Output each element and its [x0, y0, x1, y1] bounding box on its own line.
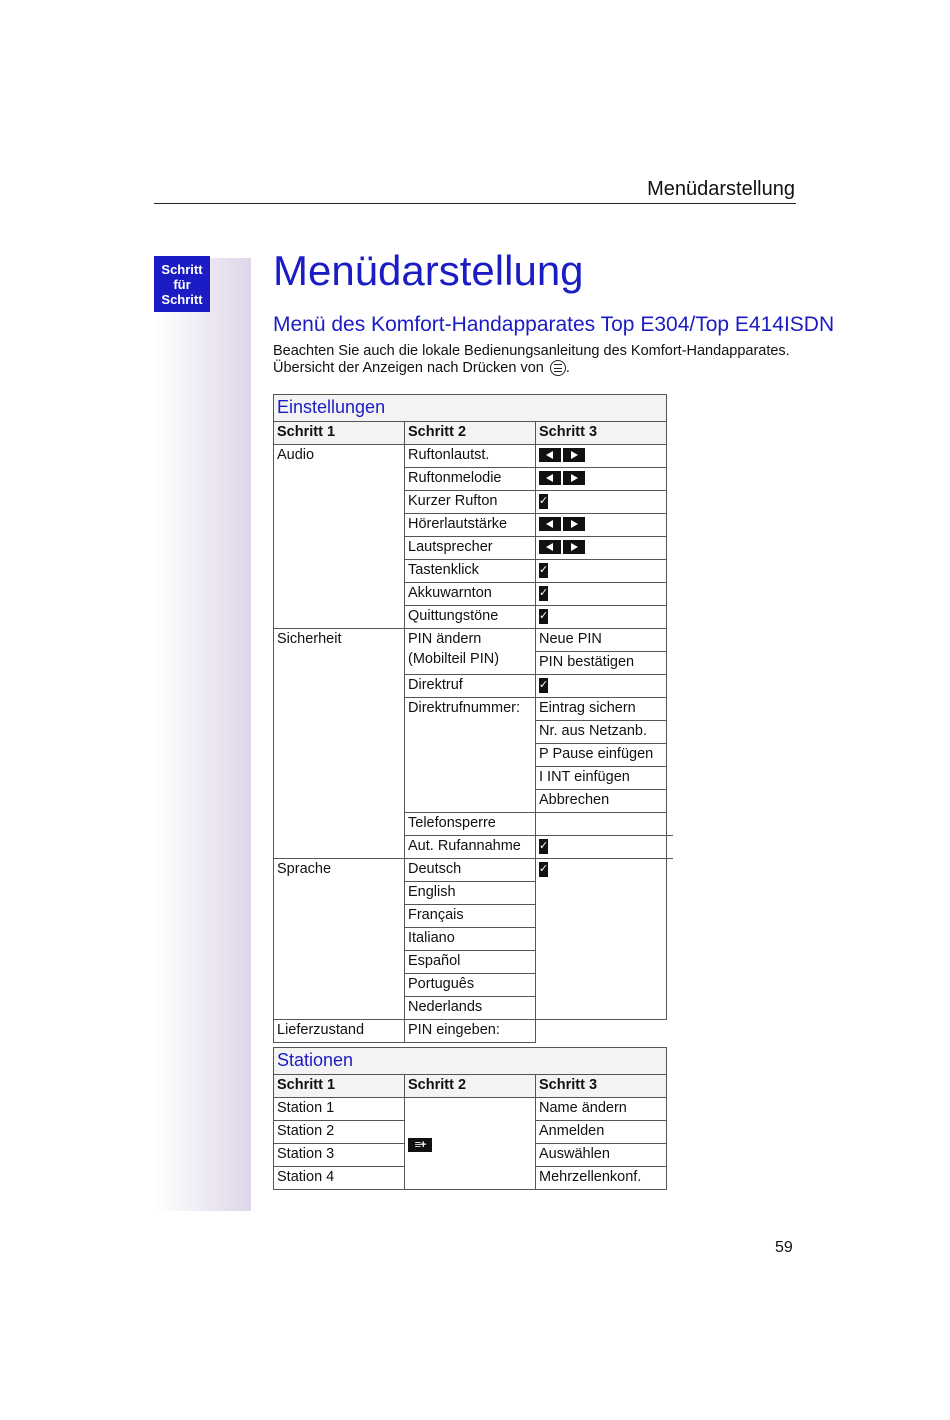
- table-cell-kurzer-rufton: Kurzer Rufton: [405, 491, 536, 514]
- badge-line-3: Schritt: [161, 291, 203, 307]
- column-header-schritt-1: Schritt 1: [274, 422, 405, 445]
- table-cell-arrows: [536, 468, 667, 491]
- table-cell-check: [536, 675, 667, 698]
- table-cell-i-int-einfuegen: I INT einfügen: [536, 767, 667, 790]
- table-cell-nr-aus-netzanb: Nr. aus Netzanb.: [536, 721, 667, 744]
- einstellungen-table: [273, 394, 673, 1043]
- intro-line-2-text: Übersicht der Anzeigen nach Drücken von: [273, 360, 544, 376]
- table-cell-neue-pin: Neue PIN: [536, 629, 667, 652]
- table-cell-name-aendern: Name ändern: [536, 1098, 667, 1121]
- table-section-einstellungen: Einstellungen: [274, 395, 667, 422]
- table-cell-quittungstoene: Quittungstöne: [405, 606, 536, 629]
- table-cell-anmelden: Anmelden: [536, 1121, 667, 1144]
- table-cell-francais: Français: [405, 905, 536, 928]
- table-cell-check: [536, 491, 667, 514]
- column-header-schritt-3: Schritt 3: [536, 422, 667, 445]
- table-cell-eintrag-sichern: Eintrag sichern: [536, 698, 667, 721]
- table-cell-hoererlautstaerke: Hörerlautstärke: [405, 514, 536, 537]
- table-cell-pin-bestaetigen: PIN bestätigen: [536, 652, 667, 675]
- pin-aendern-line-1: PIN ändern: [408, 631, 482, 647]
- table-cell-station-2: Station 2: [274, 1121, 405, 1144]
- stationen-table: [273, 1047, 667, 1190]
- table-cell-lautsprecher: Lautsprecher: [405, 537, 536, 560]
- table-cell-portugues: Português: [405, 974, 536, 997]
- intro-line-2: [273, 360, 790, 377]
- left-right-arrow-keys-icon: [539, 517, 585, 531]
- table-cell-tastenklick: Tastenklick: [405, 560, 536, 583]
- table-cell-ruftonlautst: Ruftonlautst.: [405, 445, 536, 468]
- checkmark-icon: ✓: [539, 586, 549, 599]
- table-cell-sicherheit: Sicherheit: [274, 629, 405, 859]
- left-right-arrow-keys-icon: [539, 471, 585, 485]
- table-cell-empty: [536, 813, 667, 836]
- table-cell-audio: Audio: [274, 445, 405, 629]
- intro-text: [273, 343, 790, 377]
- menu-key-icon: [550, 360, 566, 376]
- section-subtitle: Menü des Komfort-Handapparates Top E304/Top E414ISDN: [273, 313, 835, 336]
- badge-line-1: Schritt: [161, 261, 203, 277]
- intro-line-2-end: .: [565, 360, 570, 376]
- checkmark-icon: ✓: [539, 609, 549, 622]
- table-cell-direktrufnummer: Direktrufnummer:: [405, 698, 536, 813]
- checkmark-icon: ✓: [539, 678, 549, 691]
- table-cell-station-4: Station 4: [274, 1167, 405, 1190]
- table-cell-telefonsperre: Telefonsperre: [405, 813, 536, 836]
- table-cell-abbrechen: Abbrechen: [536, 790, 667, 813]
- intro-line-1: Beachten Sie auch die lokale Bedienungsanleitung des Komfort-Handapparates.: [273, 343, 790, 359]
- table-cell-akkuwarnton: Akkuwarnton: [405, 583, 536, 606]
- table-cell-arrows: [536, 445, 667, 468]
- checkmark-icon: ✓: [539, 563, 549, 576]
- checkmark-icon: ✓: [539, 862, 549, 875]
- table-cell-english: English: [405, 882, 536, 905]
- header-rule: [154, 203, 796, 204]
- pin-aendern-line-2: (Mobilteil PIN): [408, 651, 500, 667]
- menu-plus-icon: ≡+: [408, 1138, 432, 1152]
- table-cell-nederlands: Nederlands: [405, 997, 536, 1020]
- table-cell-deutsch: Deutsch: [405, 859, 536, 882]
- table-cell-empty: [536, 1020, 667, 1043]
- table-cell-pin-eingeben: PIN eingeben:: [405, 1020, 536, 1043]
- column-header-schritt-2: Schritt 2: [405, 422, 536, 445]
- table-cell-pin-aendern: [405, 629, 536, 675]
- table-cell-check: [536, 836, 667, 859]
- table-cell-aut-rufannahme: Aut. Rufannahme: [405, 836, 536, 859]
- checkmark-icon: ✓: [539, 839, 549, 852]
- schritt-fuer-schritt-badge: [154, 256, 210, 312]
- table-cell-lieferzustand: Lieferzustand: [274, 1020, 405, 1043]
- table-cell-mehrzellenkonf: Mehrzellenkonf.: [536, 1167, 667, 1190]
- table-cell-check: [536, 606, 667, 629]
- page-title: Menüdarstellung: [273, 247, 584, 294]
- table-cell-arrows: [536, 537, 667, 560]
- table-cell-station-1: Station 1: [274, 1098, 405, 1121]
- table-cell-empty: [667, 836, 674, 859]
- column-header-schritt-3: Schritt 3: [536, 1075, 667, 1098]
- table-cell-arrows: [536, 514, 667, 537]
- table-cell-check: [536, 560, 667, 583]
- table-cell-auswaehlen: Auswählen: [536, 1144, 667, 1167]
- table-cell-sprache: Sprache: [274, 859, 405, 1020]
- table-cell-italiano: Italiano: [405, 928, 536, 951]
- checkmark-icon: ✓: [539, 494, 549, 507]
- running-header-title: Menüdarstellung: [647, 178, 795, 200]
- table-cell-check: [536, 859, 667, 1020]
- left-right-arrow-keys-icon: [539, 448, 585, 462]
- table-cell-ruftonmelodie: Ruftonmelodie: [405, 468, 536, 491]
- table-cell-p-pause-einfuegen: P Pause einfügen: [536, 744, 667, 767]
- table-cell-espanol: Español: [405, 951, 536, 974]
- page-number: 59: [775, 1239, 793, 1256]
- table-section-stationen: Stationen: [274, 1048, 667, 1075]
- table-cell-menu-plus: [405, 1098, 536, 1190]
- side-margin-strip: [154, 258, 251, 1211]
- table-cell-station-3: Station 3: [274, 1144, 405, 1167]
- left-right-arrow-keys-icon: [539, 540, 585, 554]
- table-cell-direktruf: Direktruf: [405, 675, 536, 698]
- badge-line-2: für: [173, 276, 191, 292]
- table-cell-check: [536, 583, 667, 606]
- column-header-schritt-2: Schritt 2: [405, 1075, 536, 1098]
- column-header-schritt-1: Schritt 1: [274, 1075, 405, 1098]
